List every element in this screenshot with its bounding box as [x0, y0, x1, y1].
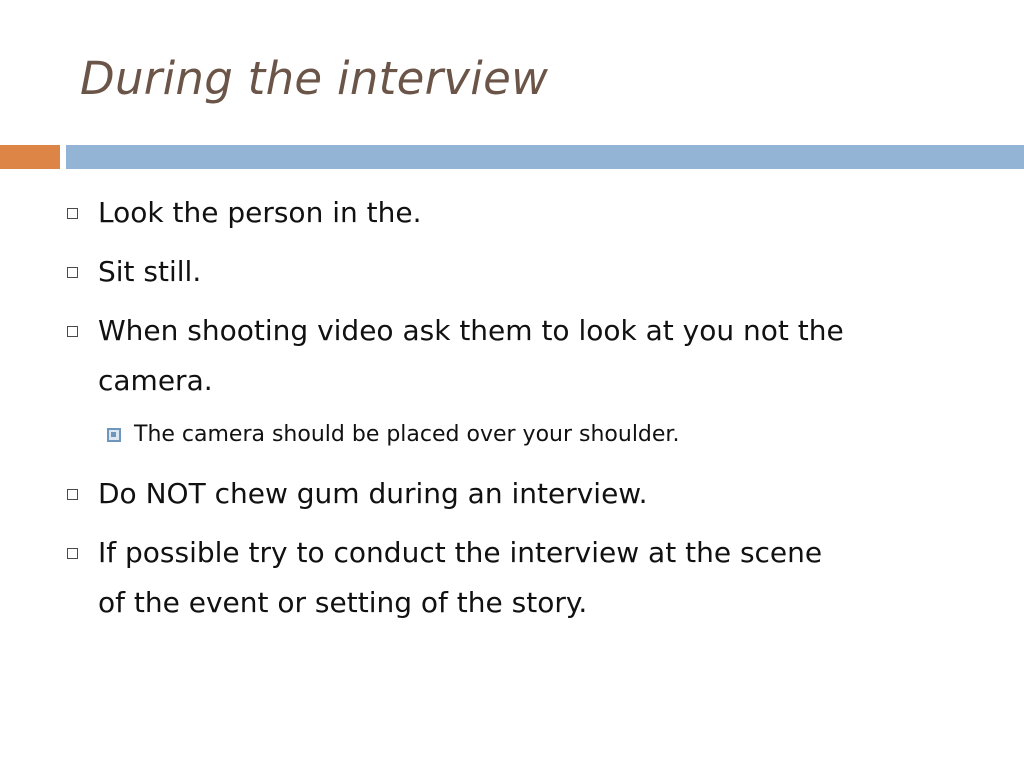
square-bullet-icon — [67, 267, 78, 278]
square-bullet-icon — [67, 208, 78, 219]
bullet-item: Look the person in the. — [98, 196, 422, 229]
square-bullet-icon — [67, 548, 78, 559]
bullet-item-line-2: of the event or setting of the story. — [98, 586, 588, 619]
slide-title: During the interview — [80, 52, 549, 105]
bullet-item-line-2: camera. — [98, 364, 213, 397]
square-bullet-icon — [67, 326, 78, 337]
bullet-item: Do NOT chew gum during an interview. — [98, 477, 648, 510]
sub-bullet-item: The camera should be placed over your shoulder. — [134, 422, 680, 447]
filled-square-bullet-icon — [107, 428, 121, 442]
bullet-item-line-1: If possible try to conduct the interview at the scene — [98, 536, 823, 569]
bullet-item-line-1: When shooting video ask them to look at you not the — [98, 314, 844, 347]
square-bullet-icon — [67, 489, 78, 500]
bullet-item: Sit still. — [98, 255, 202, 288]
